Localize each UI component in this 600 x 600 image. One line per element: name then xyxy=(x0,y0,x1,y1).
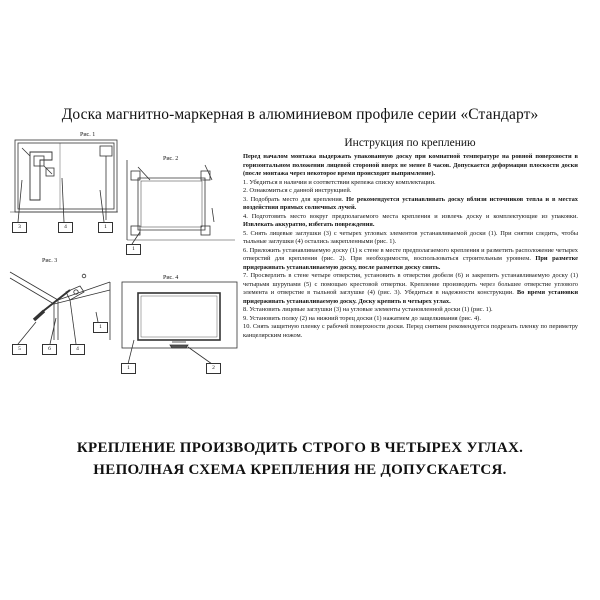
figure-1-callout-4: 4 xyxy=(58,222,73,233)
document-title: Доска магнитно-маркерная в алюминиевом профиле серии «Стандарт» xyxy=(61,106,539,123)
instruction-step-3 xyxy=(243,196,578,213)
step-1-text: 1. Убедиться в наличии и соответствии крепежа списку комплектации. xyxy=(243,178,436,186)
figure-1-callout-1: 1 xyxy=(98,222,113,233)
step-6-bold: При разметке придерживать устанавливаемую доску, после разметки доску снять. xyxy=(243,255,578,271)
step-4-bold: Извлекать аккуратно, избегать повреждения. xyxy=(243,221,375,228)
step-4-text: 4. Подготовить место вокруг предполагаемого места крепления и извлечь доску и комплектующие из упаковки. xyxy=(243,212,578,220)
instructions-intro xyxy=(243,153,578,179)
figure-4-callout-1: 1 xyxy=(121,363,136,374)
instruction-step-8 xyxy=(243,306,578,315)
step-3-bold: Не рекомендуется устанавливать доску вблизи источников тепла и в местах воздействия прямых солнечных лучей. xyxy=(243,195,578,211)
figure-3-callout-6: 6 xyxy=(42,344,57,355)
step-3-text: 3. Подобрать место для крепления. xyxy=(243,195,347,203)
step-5-text: 5. Снять лицевые заглушки (3) с четырех угловых элементов устанавливаемой доски (1). При снятии следить, чтобы тыльные заглушки (4) остались закрепленными (рис. 1). xyxy=(243,229,578,245)
instructions-body xyxy=(243,153,578,340)
figure-4-label: Рис. 4 xyxy=(163,275,179,281)
figure-3-callout-5: 5 xyxy=(12,344,27,355)
step-2-text: 2. Ознакомиться с данной инструкцией. xyxy=(243,187,352,194)
step-6-text: 6. Приложить устанавливаемую доску (1) к стене в месте предполагаемого крепления и разметить расположение четырех отверстий для крепления (рис. 2). При необходимости, воспользоваться строительным уровнем. xyxy=(243,246,578,262)
warning-line-1: КРЕПЛЕНИЕ ПРОИЗВОДИТЬ СТРОГО В ЧЕТЫРЕХ УГЛАХ. xyxy=(76,440,524,456)
step-7-bold: Во время установки придерживать устанавливаемую доску. Доску крепить в четырех углах. xyxy=(243,289,578,305)
step-8-text: 8. Установить лицевые заглушки (3) на угловые элементы установленной доски (1) (рис. 1). xyxy=(243,306,493,313)
figure-2-label: Рис. 2 xyxy=(163,156,179,162)
step-9-text: 9. Установить полку (2) на нижний торец доски (1) нажатием до защелкивания (рис. 4). xyxy=(243,314,481,322)
instruction-step-1 xyxy=(243,179,578,188)
figure-2-callout-1: 1 xyxy=(126,244,141,255)
figure-1-label: Рис. 1 xyxy=(80,132,96,138)
figure-3-label: Рис. 3 xyxy=(42,258,58,264)
instruction-step-10 xyxy=(243,323,578,340)
instructions-title: Инструкция по креплению xyxy=(344,137,476,149)
figure-3-callout-1: 1 xyxy=(93,322,108,333)
instructions-intro-bold: Перед началом монтажа выдержать упакованную доску при комнатной температуре на ровной поверхности в горизонтальном положении лицевой стороной вверх не менее 8 часов. Допускается деформация плоскости доски (после монтажа через некоторое время происходит выпрямление). xyxy=(243,153,578,177)
instruction-step-6 xyxy=(243,247,578,273)
step-7-text: 7. Просверлить в стене четыре отверстия, установить в отверстия дюбеля (6) и закрепить устанавливаемую доску (1) четырьмя шурупами (5) с помощью крестовой отвертки. Крепление производить через большее отверстие углового элемента и отверстие в тыльной заглушке (4) (рис. 3). Убедиться в надежности конструкции. xyxy=(243,272,578,296)
step-10-text: 10. Снять защитную пленку с рабочей поверхности доски. Перед снятием рекомендуется подрезать пленку по периметру канцелярским ножом. xyxy=(243,323,578,339)
figure-3-callout-4: 4 xyxy=(70,344,85,355)
instruction-step-2 xyxy=(243,187,578,196)
figure-4-callout-2: 2 xyxy=(206,363,221,374)
instruction-step-7 xyxy=(243,272,578,306)
warning-line-2: НЕПОЛНАЯ СХЕМА КРЕПЛЕНИЯ НЕ ДОПУСКАЕТСЯ. xyxy=(93,462,507,478)
figure-1-callout-3: 3 xyxy=(12,222,27,233)
instruction-step-4 xyxy=(243,213,578,230)
instruction-step-5 xyxy=(243,230,578,247)
instruction-step-9 xyxy=(243,315,578,324)
